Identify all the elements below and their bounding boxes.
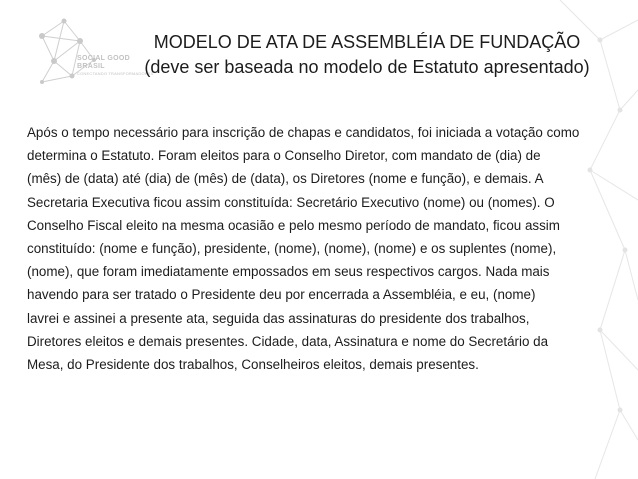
logo-line-1: SOCIAL GOOD bbox=[77, 55, 130, 62]
logo-tagline: CONECTANDO TRANSFORMADORES bbox=[77, 71, 154, 76]
body-line: Diretores eleitos e demais presentes. Cidade, data, Assinatura e nome do Secretário da bbox=[27, 333, 549, 349]
document-title bbox=[128, 30, 606, 80]
body-line: Secretaria Executiva ficou assim constituída: Secretário Executivo (nome) ou (nomes). O bbox=[27, 194, 555, 210]
body-line: Mesa, do Presidente dos trabalhos, Conselheiros eleitos, demais presentes. bbox=[27, 357, 479, 373]
body-line: lavrei e assinei a presente ata, seguida das assinaturas do presidente dos trabalhos, bbox=[27, 310, 530, 326]
body-line: Conselho Fiscal eleito na mesma ocasião e pelo mesmo período de mandato, ficou assim bbox=[27, 217, 560, 233]
body-line: havendo para ser tratado o Presidente deu por encerrada a Assembléia, e eu, (nome) bbox=[27, 287, 536, 303]
body-line: (nome), que foram imediatamente empossados em seus respectivos cargos. Nada mais bbox=[27, 264, 550, 280]
body-line: (mês) de (data) até (dia) de (mês) de (data), os Diretores (nome e função), e demais. A bbox=[27, 171, 544, 187]
title-line-2: (deve ser baseada no modelo de Estatuto apresentado) bbox=[144, 57, 590, 77]
logo-line-2: BRASIL bbox=[77, 63, 105, 70]
body-line: Após o tempo necessário para inscrição de chapas e candidatos, foi iniciada a votação como bbox=[27, 125, 580, 140]
document-body bbox=[27, 121, 627, 376]
body-line: constituído: (nome e função), presidente, (nome), (nome), (nome) e os suplentes (nome), bbox=[27, 241, 557, 257]
body-line: determina o Estatuto. Foram eleitos para o Conselho Diretor, com mandato de (dia) de bbox=[27, 148, 541, 164]
title-line-1: MODELO DE ATA DE ASSEMBLÉIA DE FUNDAÇÃO bbox=[153, 32, 581, 52]
